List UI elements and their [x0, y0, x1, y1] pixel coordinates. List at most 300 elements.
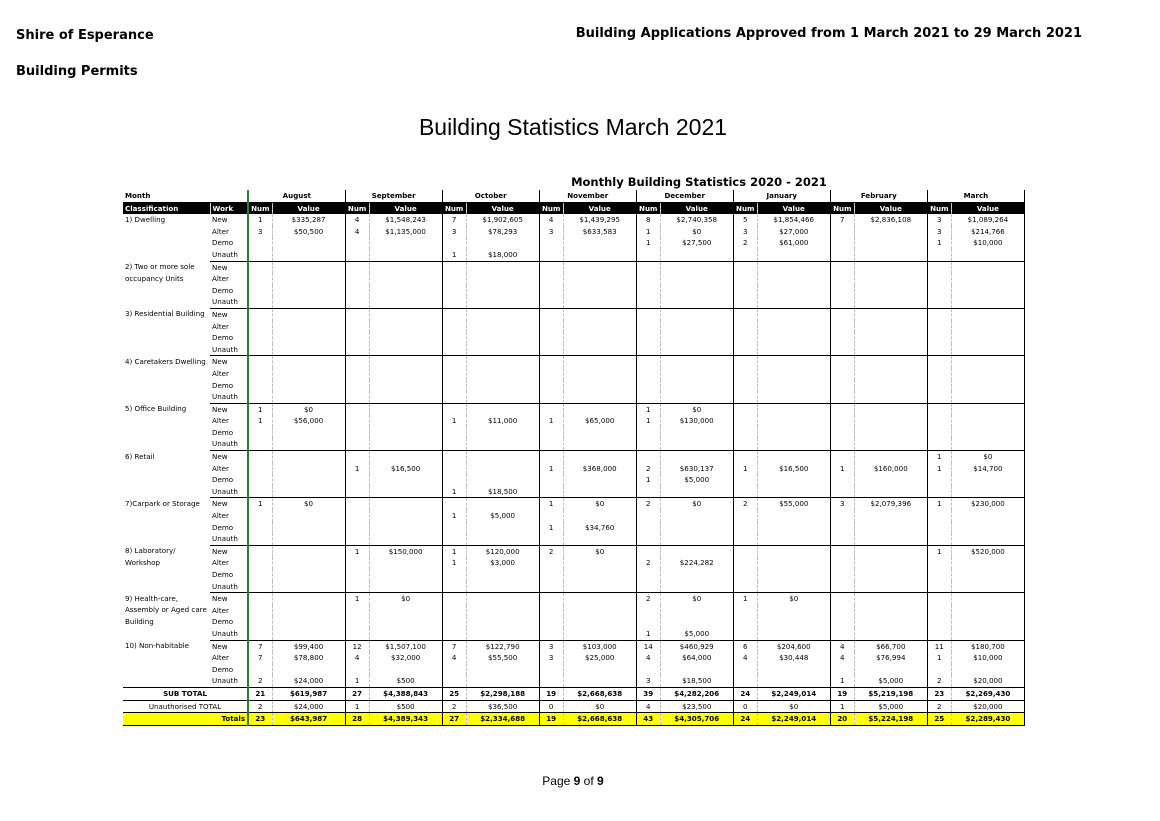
work-type: Demo: [210, 664, 248, 676]
value-cell: [951, 427, 1024, 439]
num-cell: [248, 557, 272, 569]
num-cell: 2: [733, 498, 757, 510]
num-cell: [539, 285, 563, 297]
num-cell: 4: [830, 652, 854, 664]
value-cell: [369, 451, 442, 463]
num-cell: [345, 237, 369, 249]
table-row: [123, 498, 1025, 510]
value-cell: [854, 474, 927, 486]
value-cell: [757, 415, 830, 427]
totals-row-label: Totals: [123, 713, 248, 726]
value-cell: [369, 368, 442, 380]
num-cell: 1: [927, 451, 951, 463]
value-cell: [951, 249, 1024, 261]
value-cell: [854, 237, 927, 249]
num-cell: [442, 463, 466, 475]
num-cell: [733, 605, 757, 617]
value-cell: [563, 675, 636, 687]
work-type: Unauth: [210, 344, 248, 356]
value-cell: [466, 628, 539, 640]
work-type: Demo: [210, 380, 248, 392]
work-type: New: [210, 403, 248, 415]
num-cell: 1: [927, 237, 951, 249]
value-cell: $204,600: [757, 640, 830, 652]
value-cell: $4,389,343: [369, 713, 442, 726]
num-cell: [345, 308, 369, 320]
value-cell: [563, 380, 636, 392]
value-cell: [854, 332, 927, 344]
num-cell: 2: [636, 463, 660, 475]
num-cell: 25: [442, 687, 466, 700]
num-cell: [733, 321, 757, 333]
table-row: [123, 249, 1025, 261]
num-cell: [442, 451, 466, 463]
num-cell: 1: [830, 700, 854, 713]
value-cell: $500: [369, 700, 442, 713]
value-cell: [951, 308, 1024, 320]
footer-page-number: 9: [573, 774, 581, 788]
num-cell: [636, 356, 660, 368]
value-cell: [563, 510, 636, 522]
num-cell: [539, 296, 563, 308]
value-cell: $4,388,843: [369, 687, 442, 700]
value-cell: $2,269,430: [951, 687, 1024, 700]
value-cell: [660, 605, 733, 617]
classification-label: 5) Office Building: [125, 404, 187, 414]
value-cell: [466, 285, 539, 297]
value-cell: $5,000: [466, 510, 539, 522]
value-cell: $66,700: [854, 640, 927, 652]
num-cell: [345, 296, 369, 308]
num-cell: [442, 285, 466, 297]
num-cell: [927, 510, 951, 522]
month-label: Month: [123, 190, 248, 202]
num-cell: [345, 628, 369, 640]
value-cell: [660, 308, 733, 320]
num-cell: [539, 356, 563, 368]
work-type: New: [210, 261, 248, 273]
value-cell: [563, 308, 636, 320]
value-cell: [854, 321, 927, 333]
num-cell: [248, 427, 272, 439]
num-cell: [830, 486, 854, 498]
value-cell: [951, 593, 1024, 605]
value-cell: [369, 628, 442, 640]
table-row: [123, 415, 1025, 427]
num-cell: [636, 249, 660, 261]
num-cell: [830, 474, 854, 486]
num-cell: 1: [248, 498, 272, 510]
value-cell: $23,500: [660, 700, 733, 713]
work-type: Demo: [210, 616, 248, 628]
num-cell: [830, 557, 854, 569]
work-type: Unauth: [210, 296, 248, 308]
value-cell: [272, 451, 345, 463]
value-cell: [660, 321, 733, 333]
value-cell: $10,000: [951, 652, 1024, 664]
work-type: Demo: [210, 569, 248, 581]
value-cell: [563, 403, 636, 415]
num-cell: [636, 344, 660, 356]
value-cell: [757, 569, 830, 581]
num-cell: 2: [733, 237, 757, 249]
value-cell: [466, 332, 539, 344]
totals-row: [123, 713, 1025, 726]
value-cell: [951, 261, 1024, 273]
num-cell: 39: [636, 687, 660, 700]
value-cell: [660, 344, 733, 356]
value-cell: [369, 557, 442, 569]
value-cell: [854, 391, 927, 403]
value-cell: [466, 474, 539, 486]
num-cell: [248, 463, 272, 475]
statistics-table-container: [123, 175, 1025, 726]
value-cell: [563, 261, 636, 273]
table-row: [123, 356, 1025, 368]
value-header: Value: [272, 202, 345, 214]
num-cell: [830, 616, 854, 628]
table-row: [123, 237, 1025, 249]
table-row: [123, 616, 1025, 628]
value-cell: $224,282: [660, 557, 733, 569]
num-cell: [733, 368, 757, 380]
num-cell: [345, 498, 369, 510]
value-cell: $2,740,358: [660, 214, 733, 226]
num-cell: [927, 261, 951, 273]
value-cell: $55,500: [466, 652, 539, 664]
num-cell: 1: [442, 415, 466, 427]
value-cell: [466, 438, 539, 450]
value-cell: $0: [660, 403, 733, 415]
value-cell: [951, 285, 1024, 297]
value-cell: $160,000: [854, 463, 927, 475]
num-cell: [345, 285, 369, 297]
value-cell: $0: [660, 498, 733, 510]
value-cell: [466, 498, 539, 510]
work-type: Demo: [210, 427, 248, 439]
num-cell: 12: [345, 640, 369, 652]
num-cell: [442, 628, 466, 640]
work-type: Unauth: [210, 391, 248, 403]
value-cell: [951, 616, 1024, 628]
month-header-row: [123, 190, 1025, 202]
value-cell: [272, 616, 345, 628]
work-type: Unauth: [210, 675, 248, 687]
num-cell: [927, 344, 951, 356]
table-row: [123, 628, 1025, 640]
unauthorised-total-row-label: Unauthorised TOTAL: [123, 700, 248, 713]
num-cell: 3: [830, 498, 854, 510]
num-cell: [927, 332, 951, 344]
value-cell: [272, 380, 345, 392]
value-cell: [369, 321, 442, 333]
num-cell: [539, 321, 563, 333]
num-cell: 11: [927, 640, 951, 652]
num-cell: [442, 344, 466, 356]
num-cell: [345, 569, 369, 581]
work-type: New: [210, 545, 248, 557]
monthly-statistics-table: [123, 190, 1025, 726]
num-cell: [345, 273, 369, 285]
num-cell: [248, 628, 272, 640]
value-cell: [272, 664, 345, 676]
num-cell: [733, 344, 757, 356]
num-cell: 28: [345, 713, 369, 726]
num-cell: [539, 332, 563, 344]
num-cell: [345, 664, 369, 676]
num-cell: [733, 675, 757, 687]
table-row: [123, 273, 1025, 285]
num-cell: [345, 380, 369, 392]
page-title: Building Statistics March 2021: [418, 114, 728, 140]
num-cell: 3: [927, 214, 951, 226]
value-cell: [854, 344, 927, 356]
num-cell: [927, 581, 951, 593]
value-cell: [660, 249, 733, 261]
table-caption: Monthly Building Statistics 2020 - 2021: [571, 175, 827, 189]
num-cell: 0: [539, 700, 563, 713]
value-cell: $24,000: [272, 700, 345, 713]
num-cell: [830, 391, 854, 403]
num-cell: [345, 605, 369, 617]
num-cell: [733, 296, 757, 308]
table-row: [123, 451, 1025, 463]
num-cell: [927, 391, 951, 403]
num-cell: [248, 545, 272, 557]
num-cell: [442, 474, 466, 486]
value-cell: [272, 557, 345, 569]
num-cell: [345, 249, 369, 261]
month-header-january: January: [733, 190, 830, 202]
value-cell: [854, 356, 927, 368]
value-cell: [466, 296, 539, 308]
num-header: Num: [442, 202, 466, 214]
value-cell: [466, 237, 539, 249]
value-cell: $61,000: [757, 237, 830, 249]
num-cell: 23: [248, 713, 272, 726]
num-cell: [733, 438, 757, 450]
value-cell: [563, 664, 636, 676]
num-cell: [733, 569, 757, 581]
value-cell: $27,000: [757, 226, 830, 238]
footer-of: of: [580, 774, 598, 788]
num-cell: [636, 545, 660, 557]
num-cell: [636, 486, 660, 498]
num-cell: [636, 451, 660, 463]
value-cell: $18,500: [466, 486, 539, 498]
value-cell: [660, 664, 733, 676]
work-type: Demo: [210, 285, 248, 297]
num-cell: 7: [830, 214, 854, 226]
num-cell: 19: [539, 687, 563, 700]
num-cell: [248, 332, 272, 344]
subtotal-row-label: SUB TOTAL: [123, 687, 248, 700]
value-cell: [951, 368, 1024, 380]
value-cell: [369, 391, 442, 403]
num-cell: 2: [248, 675, 272, 687]
num-cell: [248, 344, 272, 356]
num-cell: 1: [442, 545, 466, 557]
month-header-march: March: [927, 190, 1024, 202]
num-cell: [539, 368, 563, 380]
num-cell: [442, 533, 466, 545]
num-cell: [733, 403, 757, 415]
num-cell: 1: [442, 510, 466, 522]
value-cell: [563, 273, 636, 285]
num-cell: 3: [733, 226, 757, 238]
table-row: [123, 308, 1025, 320]
num-cell: [539, 486, 563, 498]
value-cell: [660, 427, 733, 439]
value-cell: [272, 605, 345, 617]
num-cell: [539, 308, 563, 320]
num-cell: [830, 545, 854, 557]
value-cell: [854, 403, 927, 415]
value-cell: $130,000: [660, 415, 733, 427]
num-cell: 1: [345, 463, 369, 475]
table-row: [123, 344, 1025, 356]
value-cell: [757, 285, 830, 297]
value-cell: $619,987: [272, 687, 345, 700]
value-cell: [854, 664, 927, 676]
num-cell: 2: [248, 700, 272, 713]
num-cell: 1: [442, 249, 466, 261]
value-cell: [369, 249, 442, 261]
value-cell: [951, 296, 1024, 308]
num-cell: [733, 391, 757, 403]
num-cell: [636, 261, 660, 273]
value-cell: $27,500: [660, 237, 733, 249]
num-cell: [636, 510, 660, 522]
value-cell: [757, 296, 830, 308]
num-cell: [248, 522, 272, 534]
value-cell: [272, 522, 345, 534]
value-header: Value: [854, 202, 927, 214]
num-cell: [636, 332, 660, 344]
num-cell: [442, 261, 466, 273]
value-cell: [951, 533, 1024, 545]
table-row: [123, 463, 1025, 475]
value-cell: $0: [563, 700, 636, 713]
value-cell: [369, 581, 442, 593]
value-cell: [369, 522, 442, 534]
value-cell: [563, 391, 636, 403]
num-cell: [539, 675, 563, 687]
table-row: [123, 321, 1025, 333]
num-cell: [345, 332, 369, 344]
value-cell: $630,137: [660, 463, 733, 475]
num-cell: [830, 380, 854, 392]
table-row: [123, 510, 1025, 522]
value-cell: [951, 569, 1024, 581]
value-cell: $2,836,108: [854, 214, 927, 226]
num-cell: [345, 403, 369, 415]
num-cell: [830, 628, 854, 640]
num-cell: [442, 273, 466, 285]
classification-label: 1) Dwelling: [125, 215, 166, 225]
value-cell: $50,500: [272, 226, 345, 238]
num-cell: 3: [248, 226, 272, 238]
value-cell: [369, 486, 442, 498]
value-cell: [660, 438, 733, 450]
value-cell: [466, 368, 539, 380]
classification-label: 10) Non-habitable: [125, 641, 190, 651]
table-row: [123, 438, 1025, 450]
num-cell: [927, 403, 951, 415]
value-cell: [563, 368, 636, 380]
work-type: Demo: [210, 522, 248, 534]
value-cell: [563, 438, 636, 450]
value-cell: [369, 605, 442, 617]
value-cell: [272, 356, 345, 368]
num-cell: 4: [442, 652, 466, 664]
num-cell: 1: [927, 652, 951, 664]
value-cell: $78,800: [272, 652, 345, 664]
num-cell: [733, 380, 757, 392]
table-row: [123, 522, 1025, 534]
num-cell: [539, 427, 563, 439]
value-cell: $1,089,264: [951, 214, 1024, 226]
num-cell: 6: [733, 640, 757, 652]
num-cell: [830, 237, 854, 249]
table-row: [123, 474, 1025, 486]
num-cell: [927, 415, 951, 427]
value-cell: [272, 593, 345, 605]
value-cell: [854, 226, 927, 238]
value-cell: [563, 628, 636, 640]
num-cell: [733, 285, 757, 297]
num-cell: [830, 605, 854, 617]
value-cell: $16,500: [369, 463, 442, 475]
value-cell: [563, 593, 636, 605]
value-cell: [854, 510, 927, 522]
num-cell: [539, 628, 563, 640]
num-cell: [927, 380, 951, 392]
value-cell: $78,293: [466, 226, 539, 238]
work-type: New: [210, 308, 248, 320]
value-cell: [466, 356, 539, 368]
num-cell: [345, 616, 369, 628]
value-cell: [854, 249, 927, 261]
value-cell: $99,400: [272, 640, 345, 652]
value-cell: [854, 616, 927, 628]
num-cell: 1: [830, 463, 854, 475]
value-cell: $2,079,396: [854, 498, 927, 510]
num-cell: [830, 321, 854, 333]
num-cell: 4: [345, 214, 369, 226]
work-type: Unauth: [210, 533, 248, 545]
value-cell: [757, 344, 830, 356]
table-row: [123, 664, 1025, 676]
num-cell: [539, 249, 563, 261]
num-cell: 5: [733, 214, 757, 226]
value-cell: [563, 569, 636, 581]
num-cell: [636, 427, 660, 439]
value-cell: $10,000: [951, 237, 1024, 249]
value-cell: $3,000: [466, 557, 539, 569]
value-cell: $14,700: [951, 463, 1024, 475]
value-cell: [369, 356, 442, 368]
num-cell: [248, 368, 272, 380]
num-cell: [733, 486, 757, 498]
num-header: Num: [927, 202, 951, 214]
value-cell: [369, 344, 442, 356]
num-cell: [248, 451, 272, 463]
value-cell: [563, 344, 636, 356]
table-row: [123, 652, 1025, 664]
num-cell: [830, 522, 854, 534]
num-cell: 2: [927, 700, 951, 713]
